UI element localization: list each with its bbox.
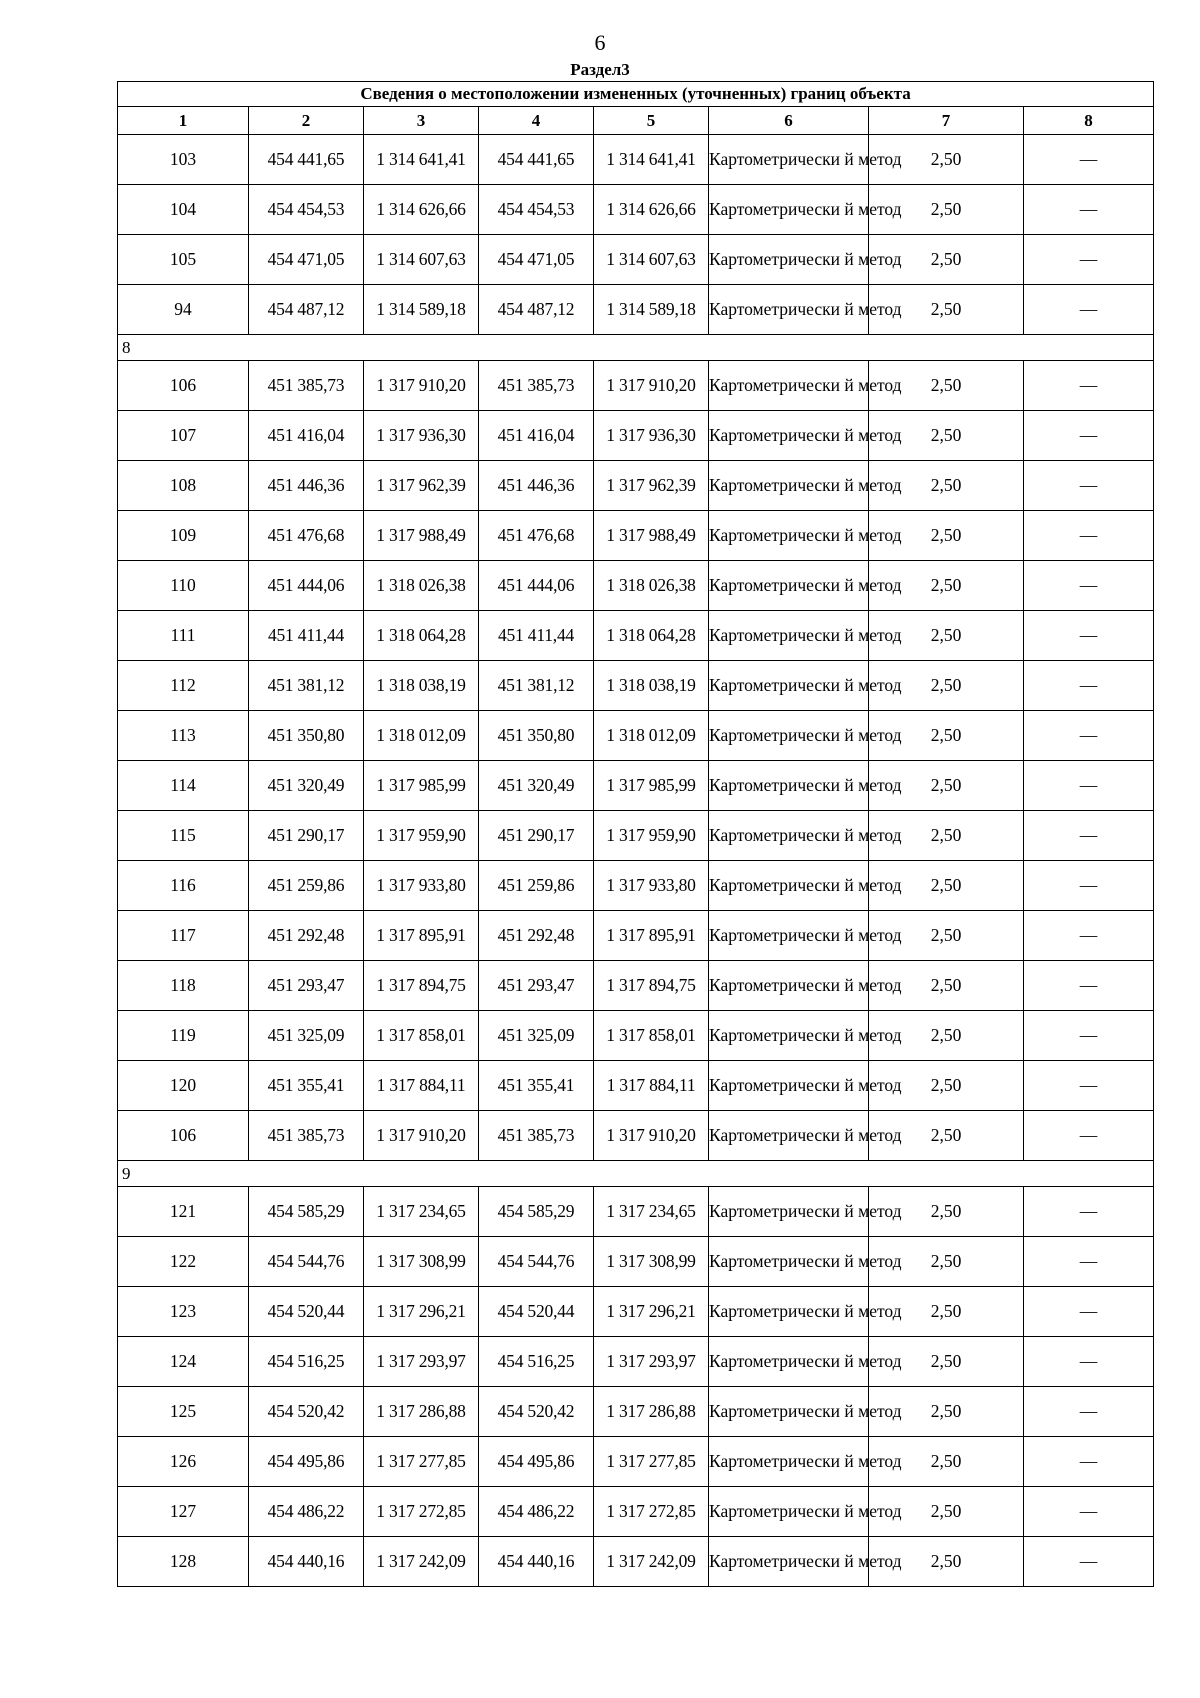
method-cell: Картометрически й метод	[709, 611, 869, 661]
description-cell: —	[1024, 1487, 1154, 1537]
method-cell: Картометрически й метод	[709, 561, 869, 611]
table-row	[118, 461, 1154, 511]
y-new-cell: 1 317 895,91	[594, 911, 709, 961]
description-cell: —	[1024, 811, 1154, 861]
description-cell: —	[1024, 911, 1154, 961]
table-row	[118, 1187, 1154, 1237]
description-cell: —	[1024, 361, 1154, 411]
column-header: 3	[364, 107, 479, 135]
table-row	[118, 235, 1154, 285]
accuracy-cell: 2,50	[869, 1011, 1024, 1061]
y-new-cell: 1 317 884,11	[594, 1061, 709, 1111]
method-cell: Картометрически й метод	[709, 1111, 869, 1161]
x-old-cell: 454 544,76	[249, 1237, 364, 1287]
x-old-cell: 451 290,17	[249, 811, 364, 861]
point-number-cell: 115	[118, 811, 249, 861]
x-old-cell: 451 444,06	[249, 561, 364, 611]
accuracy-cell: 2,50	[869, 1237, 1024, 1287]
description-cell: —	[1024, 1287, 1154, 1337]
y-old-cell: 1 317 234,65	[364, 1187, 479, 1237]
accuracy-cell: 2,50	[869, 561, 1024, 611]
table-row	[118, 911, 1154, 961]
accuracy-cell: 2,50	[869, 1387, 1024, 1437]
accuracy-cell: 2,50	[869, 1487, 1024, 1537]
method-cell: Картометрически й метод	[709, 761, 869, 811]
table-row	[118, 1337, 1154, 1387]
y-old-cell: 1 318 026,38	[364, 561, 479, 611]
method-cell: Картометрически й метод	[709, 1387, 869, 1437]
x-new-cell: 451 320,49	[479, 761, 594, 811]
accuracy-cell: 2,50	[869, 1337, 1024, 1387]
point-number-cell: 109	[118, 511, 249, 561]
description-cell: —	[1024, 1237, 1154, 1287]
y-old-cell: 1 317 884,11	[364, 1061, 479, 1111]
x-new-cell: 451 444,06	[479, 561, 594, 611]
description-cell: —	[1024, 861, 1154, 911]
y-new-cell: 1 317 910,20	[594, 1111, 709, 1161]
x-old-cell: 454 520,44	[249, 1287, 364, 1337]
description-cell: —	[1024, 1111, 1154, 1161]
y-old-cell: 1 317 959,90	[364, 811, 479, 861]
x-new-cell: 454 544,76	[479, 1237, 594, 1287]
y-new-cell: 1 317 910,20	[594, 361, 709, 411]
method-cell: Картометрически й метод	[709, 1487, 869, 1537]
x-new-cell: 451 411,44	[479, 611, 594, 661]
contour-label: 8	[118, 335, 1154, 361]
accuracy-cell: 2,50	[869, 1111, 1024, 1161]
x-old-cell: 454 441,65	[249, 135, 364, 185]
contour-group-row	[118, 335, 1154, 361]
x-new-cell: 454 585,29	[479, 1187, 594, 1237]
section-title: Раздел3	[570, 60, 630, 79]
x-new-cell: 451 293,47	[479, 961, 594, 1011]
y-old-cell: 1 317 895,91	[364, 911, 479, 961]
accuracy-cell: 2,50	[869, 135, 1024, 185]
x-new-cell: 454 487,12	[479, 285, 594, 335]
description-cell: —	[1024, 761, 1154, 811]
table-row	[118, 1537, 1154, 1587]
description-cell: —	[1024, 185, 1154, 235]
x-new-cell: 454 471,05	[479, 235, 594, 285]
x-old-cell: 454 454,53	[249, 185, 364, 235]
y-old-cell: 1 314 626,66	[364, 185, 479, 235]
method-cell: Картометрически й метод	[709, 511, 869, 561]
y-old-cell: 1 317 962,39	[364, 461, 479, 511]
y-old-cell: 1 317 933,80	[364, 861, 479, 911]
y-old-cell: 1 317 293,97	[364, 1337, 479, 1387]
column-header: 7	[869, 107, 1024, 135]
y-old-cell: 1 317 242,09	[364, 1537, 479, 1587]
method-cell: Картометрически й метод	[709, 135, 869, 185]
table-row	[118, 361, 1154, 411]
y-new-cell: 1 317 988,49	[594, 511, 709, 561]
method-cell: Картометрически й метод	[709, 711, 869, 761]
method-cell: Картометрически й метод	[709, 1437, 869, 1487]
y-old-cell: 1 317 308,99	[364, 1237, 479, 1287]
point-number-cell: 126	[118, 1437, 249, 1487]
method-cell: Картометрически й метод	[709, 861, 869, 911]
point-number-cell: 124	[118, 1337, 249, 1387]
y-new-cell: 1 318 064,28	[594, 611, 709, 661]
y-old-cell: 1 318 038,19	[364, 661, 479, 711]
y-new-cell: 1 317 985,99	[594, 761, 709, 811]
accuracy-cell: 2,50	[869, 235, 1024, 285]
description-cell: —	[1024, 461, 1154, 511]
x-new-cell: 451 292,48	[479, 911, 594, 961]
y-new-cell: 1 317 959,90	[594, 811, 709, 861]
method-cell: Картометрически й метод	[709, 811, 869, 861]
point-number-cell: 118	[118, 961, 249, 1011]
x-new-cell: 454 440,16	[479, 1537, 594, 1587]
accuracy-cell: 2,50	[869, 611, 1024, 661]
point-number-cell: 104	[118, 185, 249, 235]
boundary-coordinates-table	[117, 81, 1154, 1587]
y-old-cell: 1 317 277,85	[364, 1437, 479, 1487]
y-old-cell: 1 317 894,75	[364, 961, 479, 1011]
table-row	[118, 1237, 1154, 1287]
y-new-cell: 1 318 026,38	[594, 561, 709, 611]
point-number-cell: 112	[118, 661, 249, 711]
x-old-cell: 451 350,80	[249, 711, 364, 761]
contour-group-row	[118, 1161, 1154, 1187]
point-number-cell: 122	[118, 1237, 249, 1287]
table-row	[118, 135, 1154, 185]
y-new-cell: 1 317 936,30	[594, 411, 709, 461]
x-new-cell: 451 381,12	[479, 661, 594, 711]
y-old-cell: 1 318 012,09	[364, 711, 479, 761]
method-cell: Картометрически й метод	[709, 661, 869, 711]
y-old-cell: 1 317 988,49	[364, 511, 479, 561]
description-cell: —	[1024, 135, 1154, 185]
table-row	[118, 811, 1154, 861]
x-new-cell: 451 259,86	[479, 861, 594, 911]
y-new-cell: 1 317 272,85	[594, 1487, 709, 1537]
description-cell: —	[1024, 1187, 1154, 1237]
accuracy-cell: 2,50	[869, 1537, 1024, 1587]
method-cell: Картометрически й метод	[709, 961, 869, 1011]
x-old-cell: 454 487,12	[249, 285, 364, 335]
table-row	[118, 411, 1154, 461]
method-cell: Картометрически й метод	[709, 1337, 869, 1387]
column-header: 1	[118, 107, 249, 135]
method-cell: Картометрически й метод	[709, 1061, 869, 1111]
x-new-cell: 451 350,80	[479, 711, 594, 761]
point-number-cell: 114	[118, 761, 249, 811]
y-new-cell: 1 317 234,65	[594, 1187, 709, 1237]
table-caption: Сведения о местоположении измененных (уточненных) границ объекта	[118, 82, 1154, 107]
method-cell: Картометрически й метод	[709, 185, 869, 235]
table-row	[118, 961, 1154, 1011]
description-cell: —	[1024, 611, 1154, 661]
table-row	[118, 1061, 1154, 1111]
table-row	[118, 1111, 1154, 1161]
accuracy-cell: 2,50	[869, 461, 1024, 511]
point-number-cell: 106	[118, 361, 249, 411]
accuracy-cell: 2,50	[869, 1187, 1024, 1237]
y-old-cell: 1 317 910,20	[364, 361, 479, 411]
method-cell: Картометрически й метод	[709, 1237, 869, 1287]
y-new-cell: 1 317 933,80	[594, 861, 709, 911]
y-new-cell: 1 317 286,88	[594, 1387, 709, 1437]
accuracy-cell: 2,50	[869, 761, 1024, 811]
y-new-cell: 1 317 242,09	[594, 1537, 709, 1587]
x-old-cell: 454 440,16	[249, 1537, 364, 1587]
y-old-cell: 1 317 296,21	[364, 1287, 479, 1337]
x-old-cell: 451 476,68	[249, 511, 364, 561]
contour-label: 9	[118, 1161, 1154, 1187]
description-cell: —	[1024, 661, 1154, 711]
y-old-cell: 1 317 910,20	[364, 1111, 479, 1161]
description-cell: —	[1024, 1337, 1154, 1387]
accuracy-cell: 2,50	[869, 185, 1024, 235]
y-new-cell: 1 318 012,09	[594, 711, 709, 761]
x-old-cell: 451 259,86	[249, 861, 364, 911]
x-old-cell: 451 325,09	[249, 1011, 364, 1061]
table-row	[118, 561, 1154, 611]
y-new-cell: 1 317 296,21	[594, 1287, 709, 1337]
table-row	[118, 185, 1154, 235]
y-new-cell: 1 314 626,66	[594, 185, 709, 235]
point-number-cell: 113	[118, 711, 249, 761]
accuracy-cell: 2,50	[869, 661, 1024, 711]
y-new-cell: 1 318 038,19	[594, 661, 709, 711]
x-new-cell: 451 416,04	[479, 411, 594, 461]
column-header: 8	[1024, 107, 1154, 135]
table-row	[118, 511, 1154, 561]
y-old-cell: 1 314 589,18	[364, 285, 479, 335]
table-row	[118, 1487, 1154, 1537]
x-old-cell: 451 293,47	[249, 961, 364, 1011]
accuracy-cell: 2,50	[869, 285, 1024, 335]
table-row	[118, 611, 1154, 661]
column-header: 5	[594, 107, 709, 135]
method-cell: Картометрически й метод	[709, 461, 869, 511]
table-row	[118, 861, 1154, 911]
accuracy-cell: 2,50	[869, 1437, 1024, 1487]
description-cell: —	[1024, 1437, 1154, 1487]
x-new-cell: 454 454,53	[479, 185, 594, 235]
y-old-cell: 1 318 064,28	[364, 611, 479, 661]
column-header: 2	[249, 107, 364, 135]
point-number-cell: 103	[118, 135, 249, 185]
x-new-cell: 451 385,73	[479, 361, 594, 411]
y-new-cell: 1 317 894,75	[594, 961, 709, 1011]
x-new-cell: 454 516,25	[479, 1337, 594, 1387]
point-number-cell: 123	[118, 1287, 249, 1337]
description-cell: —	[1024, 235, 1154, 285]
y-old-cell: 1 314 641,41	[364, 135, 479, 185]
column-header: 4	[479, 107, 594, 135]
point-number-cell: 111	[118, 611, 249, 661]
x-old-cell: 451 411,44	[249, 611, 364, 661]
point-number-cell: 105	[118, 235, 249, 285]
description-cell: —	[1024, 411, 1154, 461]
point-number-cell: 127	[118, 1487, 249, 1537]
x-old-cell: 451 381,12	[249, 661, 364, 711]
x-new-cell: 451 446,36	[479, 461, 594, 511]
x-old-cell: 451 385,73	[249, 361, 364, 411]
y-new-cell: 1 317 293,97	[594, 1337, 709, 1387]
x-new-cell: 451 355,41	[479, 1061, 594, 1111]
point-number-cell: 107	[118, 411, 249, 461]
y-new-cell: 1 317 308,99	[594, 1237, 709, 1287]
description-cell: —	[1024, 1387, 1154, 1437]
point-number-cell: 128	[118, 1537, 249, 1587]
accuracy-cell: 2,50	[869, 961, 1024, 1011]
x-old-cell: 454 520,42	[249, 1387, 364, 1437]
x-old-cell: 454 585,29	[249, 1187, 364, 1237]
method-cell: Картометрически й метод	[709, 1011, 869, 1061]
y-old-cell: 1 317 858,01	[364, 1011, 479, 1061]
table-row	[118, 761, 1154, 811]
description-cell: —	[1024, 1537, 1154, 1587]
method-cell: Картометрически й метод	[709, 1187, 869, 1237]
y-old-cell: 1 317 936,30	[364, 411, 479, 461]
point-number-cell: 108	[118, 461, 249, 511]
x-old-cell: 451 446,36	[249, 461, 364, 511]
y-new-cell: 1 314 641,41	[594, 135, 709, 185]
description-cell: —	[1024, 511, 1154, 561]
y-new-cell: 1 317 962,39	[594, 461, 709, 511]
accuracy-cell: 2,50	[869, 911, 1024, 961]
method-cell: Картометрически й метод	[709, 1287, 869, 1337]
description-cell: —	[1024, 561, 1154, 611]
point-number-cell: 94	[118, 285, 249, 335]
y-new-cell: 1 314 607,63	[594, 235, 709, 285]
description-cell: —	[1024, 711, 1154, 761]
description-cell: —	[1024, 1011, 1154, 1061]
x-old-cell: 451 292,48	[249, 911, 364, 961]
table-row	[118, 711, 1154, 761]
accuracy-cell: 2,50	[869, 711, 1024, 761]
y-new-cell: 1 314 589,18	[594, 285, 709, 335]
x-new-cell: 454 486,22	[479, 1487, 594, 1537]
column-header: 6	[709, 107, 869, 135]
y-new-cell: 1 317 858,01	[594, 1011, 709, 1061]
method-cell: Картометрически й метод	[709, 411, 869, 461]
method-cell: Картометрически й метод	[709, 285, 869, 335]
accuracy-cell: 2,50	[869, 411, 1024, 461]
column-header-row	[118, 107, 1154, 135]
x-new-cell: 451 290,17	[479, 811, 594, 861]
page-number: 6	[594, 30, 606, 55]
method-cell: Картометрически й метод	[709, 1537, 869, 1587]
description-cell: —	[1024, 961, 1154, 1011]
accuracy-cell: 2,50	[869, 1061, 1024, 1111]
y-old-cell: 1 317 272,85	[364, 1487, 479, 1537]
accuracy-cell: 2,50	[869, 861, 1024, 911]
point-number-cell: 110	[118, 561, 249, 611]
y-old-cell: 1 317 985,99	[364, 761, 479, 811]
x-old-cell: 454 471,05	[249, 235, 364, 285]
x-new-cell: 451 476,68	[479, 511, 594, 561]
accuracy-cell: 2,50	[869, 361, 1024, 411]
description-cell: —	[1024, 1061, 1154, 1111]
table-row	[118, 1387, 1154, 1437]
method-cell: Картометрически й метод	[709, 911, 869, 961]
point-number-cell: 120	[118, 1061, 249, 1111]
x-new-cell: 451 385,73	[479, 1111, 594, 1161]
x-old-cell: 451 385,73	[249, 1111, 364, 1161]
x-new-cell: 451 325,09	[479, 1011, 594, 1061]
table-row	[118, 1437, 1154, 1487]
method-cell: Картометрически й метод	[709, 361, 869, 411]
method-cell: Картометрически й метод	[709, 235, 869, 285]
accuracy-cell: 2,50	[869, 511, 1024, 561]
y-new-cell: 1 317 277,85	[594, 1437, 709, 1487]
point-number-cell: 116	[118, 861, 249, 911]
x-new-cell: 454 495,86	[479, 1437, 594, 1487]
y-old-cell: 1 314 607,63	[364, 235, 479, 285]
table-row	[118, 1287, 1154, 1337]
accuracy-cell: 2,50	[869, 1287, 1024, 1337]
x-old-cell: 451 355,41	[249, 1061, 364, 1111]
x-new-cell: 454 520,42	[479, 1387, 594, 1437]
point-number-cell: 119	[118, 1011, 249, 1061]
point-number-cell: 125	[118, 1387, 249, 1437]
point-number-cell: 121	[118, 1187, 249, 1237]
x-old-cell: 454 516,25	[249, 1337, 364, 1387]
x-new-cell: 454 520,44	[479, 1287, 594, 1337]
x-old-cell: 454 486,22	[249, 1487, 364, 1537]
table-row	[118, 661, 1154, 711]
point-number-cell: 106	[118, 1111, 249, 1161]
x-old-cell: 451 320,49	[249, 761, 364, 811]
x-old-cell: 451 416,04	[249, 411, 364, 461]
x-old-cell: 454 495,86	[249, 1437, 364, 1487]
table-row	[118, 285, 1154, 335]
table-caption-row	[118, 82, 1154, 107]
accuracy-cell: 2,50	[869, 811, 1024, 861]
x-new-cell: 454 441,65	[479, 135, 594, 185]
description-cell: —	[1024, 285, 1154, 335]
y-old-cell: 1 317 286,88	[364, 1387, 479, 1437]
table-row	[118, 1011, 1154, 1061]
point-number-cell: 117	[118, 911, 249, 961]
